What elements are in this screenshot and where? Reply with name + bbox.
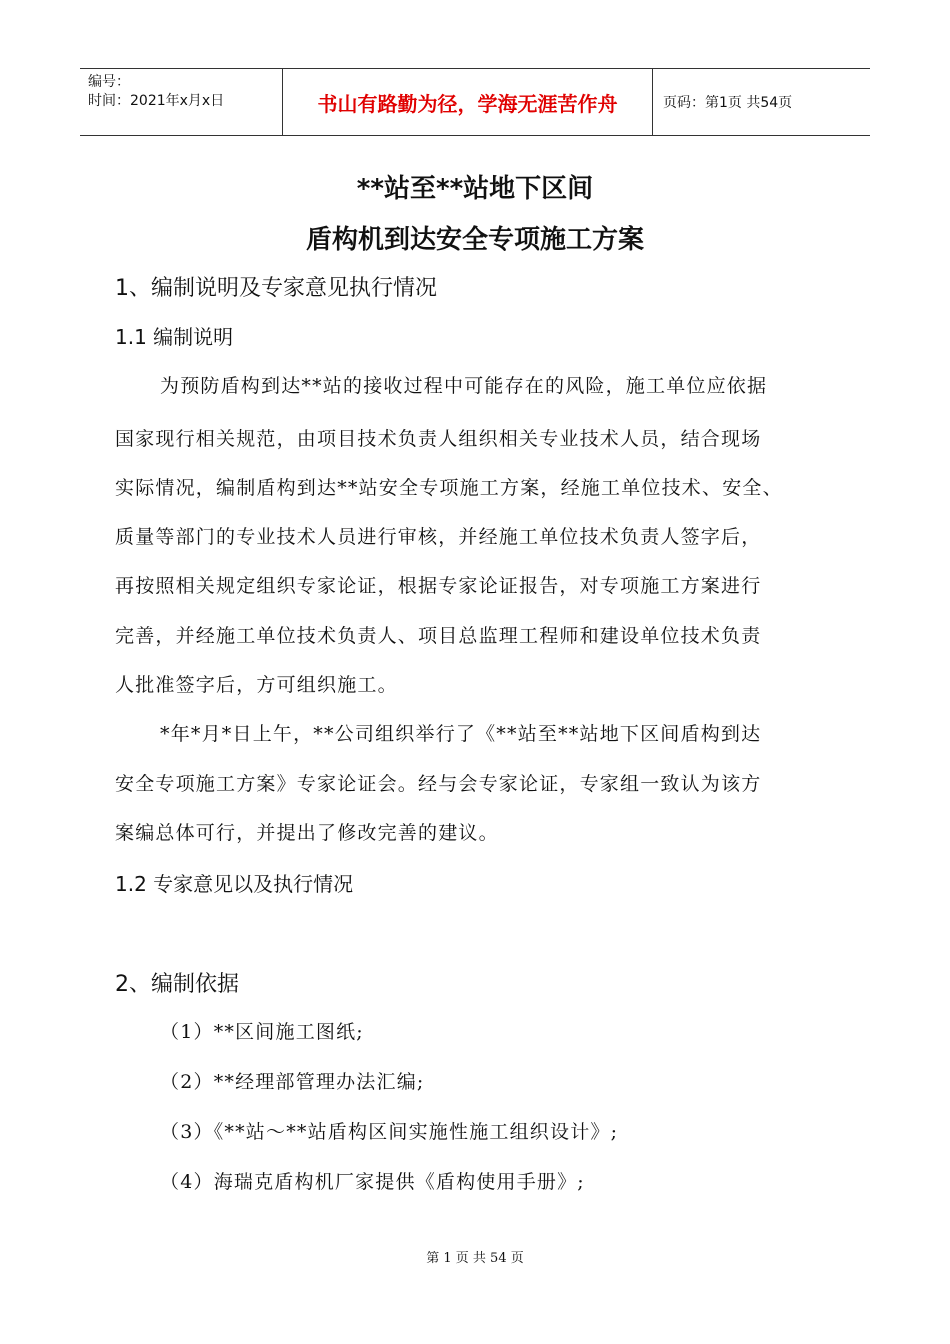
paragraph-line: *年*月*日上午，**公司组织举行了《**站至**站地下区间盾构到达 [160, 723, 762, 745]
subsection-heading-1-2: 1.2 专家意见以及执行情况 [115, 872, 354, 896]
paragraph-line: 再按照相关规定组织专家论证，根据专家论证报告，对专项施工方案进行 [115, 575, 762, 597]
document-title-line2: 盾构机到达安全专项施工方案 [305, 225, 644, 255]
list-item: （4）海瑞克盾构机厂家提供《盾构使用手册》; [160, 1171, 585, 1193]
subsection-heading-1-1: 1.1 编制说明 [115, 325, 234, 349]
document-header [80, 68, 870, 136]
paragraph-line: 人批准签字后，方可组织施工。 [115, 674, 398, 696]
document-title-line1: **站至**站地下区间 [356, 174, 594, 204]
document-number-label: 编号： [88, 74, 130, 90]
paragraph-line: 安全专项施工方案》专家论证会。经与会专家论证，专家组一致认为该方 [115, 773, 762, 795]
list-item: （1）**区间施工图纸; [160, 1021, 364, 1043]
header-meta [80, 69, 283, 135]
paragraph-line: 为预防盾构到达**站的接收过程中可能存在的风险，施工单位应依据 [160, 375, 768, 397]
section-heading-1: 1、编制说明及专家意见执行情况 [115, 276, 437, 301]
paragraph-line: 完善，并经施工单位技术负责人、项目总监理工程师和建设单位技术负责 [115, 625, 762, 647]
document-date: 时间：2021年x月x日 [88, 93, 225, 109]
page-footer: 第 1 页 共 54 页 [426, 1251, 524, 1266]
header-page-info: 页码：第1页 共54页 [663, 95, 793, 111]
section-heading-2: 2、编制依据 [115, 972, 239, 997]
paragraph-line: 国家现行相关规范，由项目技术负责人组织相关专业技术人员，结合现场 [115, 428, 762, 450]
header-motto: 书山有路勤为径，学海无涯苦作舟 [283, 69, 653, 135]
list-item: （2）**经理部管理办法汇编; [160, 1071, 425, 1093]
paragraph-line: 案编总体可行，并提出了修改完善的建议。 [115, 822, 499, 844]
paragraph-line: 质量等部门的专业技术人员进行审核，并经施工单位技术负责人签字后， [115, 526, 762, 548]
list-item: （3）《**站～**站盾构区间实施性施工组织设计》; [160, 1121, 619, 1143]
paragraph-line: 实际情况，编制盾构到达**站安全专项施工方案，经施工单位技术、安全、 [115, 477, 783, 499]
